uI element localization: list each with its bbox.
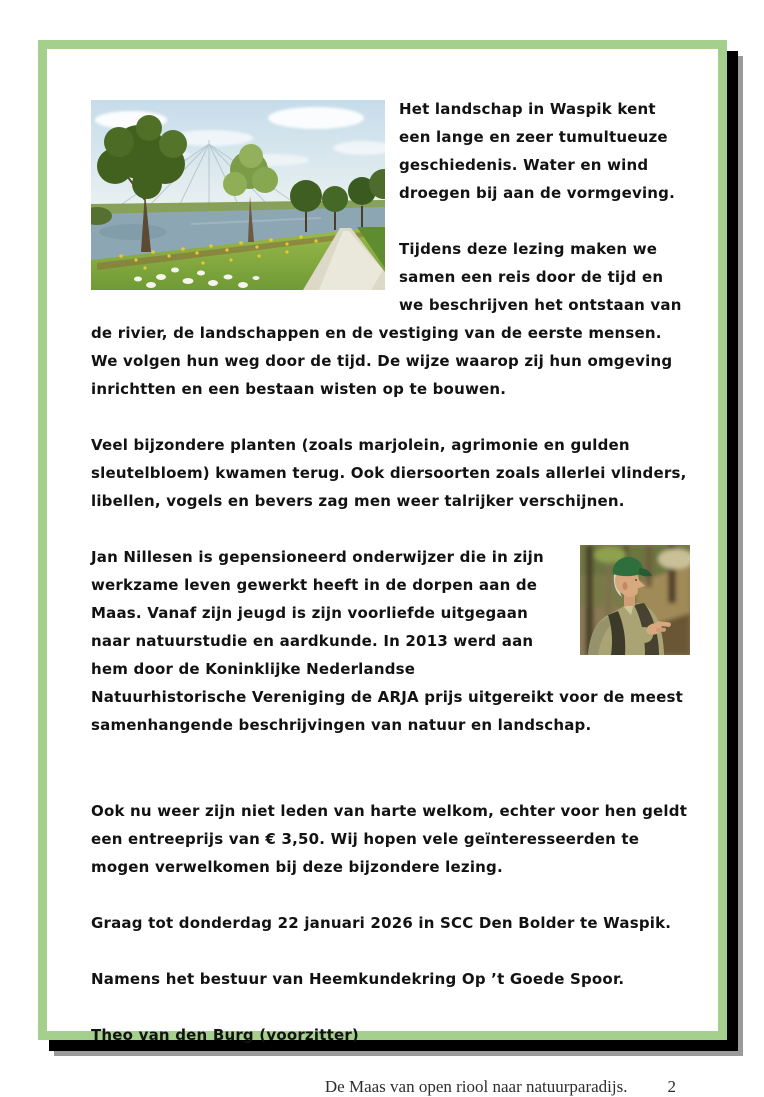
footer-caption: De Maas van open riool naar natuurparadijs. <box>324 1077 628 1096</box>
paragraph-spreker-text: Jan Nillesen is gepensioneerd onderwijzer die in zijn werkzame leven gewerkt heeft in de dorpen aan de Maas. Vanaf zijn jeugd is zijn voorliefde uitgegaan naar natuurstudie en aardkunde. In 2013 werd aan hem door de Koninklijke Nederlandse Natuurhistorische Vereniging de ARJA prijs uitgereikt voor de meest samenhangende beschrijvingen van natuur en landschap. <box>91 548 683 734</box>
ear <box>623 582 628 590</box>
eye <box>635 579 637 581</box>
page-number: 2 <box>667 1077 676 1096</box>
paragraph-datum: Graag tot donderdag 22 januari 2026 in SCC Den Bolder te Waspik. <box>91 914 672 932</box>
paragraph-intro: Het landschap in Waspik kent een lange en zeer tumultueuze geschiedenis. Water en wind droegen bij aan de vormgeving. <box>399 100 675 202</box>
finger-2 <box>656 628 666 632</box>
page-content <box>47 49 718 1096</box>
paragraph-natuur: Veel bijzondere planten (zoals marjolein, agrimonie en gulden sleutelbloem) kwamen terug. Ook diersoorten zoals allerlei vlinders, libellen, vogels en bevers zag men weer talrijker verschijnen. <box>91 436 687 510</box>
paragraph-spreker <box>91 543 690 739</box>
portrait-photo <box>580 545 690 655</box>
document-page <box>38 40 727 1096</box>
paragraph-ondertekening: Theo van den Burg (voorzitter) <box>91 1026 359 1044</box>
paragraph-entree: Ook nu weer zijn niet leden van harte welkom, echter voor hen geldt een entreeprijs van € 3,50. Wij hopen vele geïnteresseerden te mogen verwelkomen bij deze bijzondere lezing. <box>91 802 688 876</box>
paragraph-namens: Namens het bestuur van Heemkundekring Op ’t Goede Spoor. <box>91 970 625 988</box>
paragraph-lezing: Tijdens deze lezing maken we samen een reis door de tijd en we beschrijven het ontstaan van de rivier, de landschappen en de vestiging van de eerste mensen. We volgen hun weg door de tijd. De wijze waarop zij hun omgeving inrichtten en een bestaan wisten op te bouwen. <box>91 240 682 398</box>
page-footer <box>91 1077 690 1097</box>
landscape-photo <box>91 100 385 290</box>
